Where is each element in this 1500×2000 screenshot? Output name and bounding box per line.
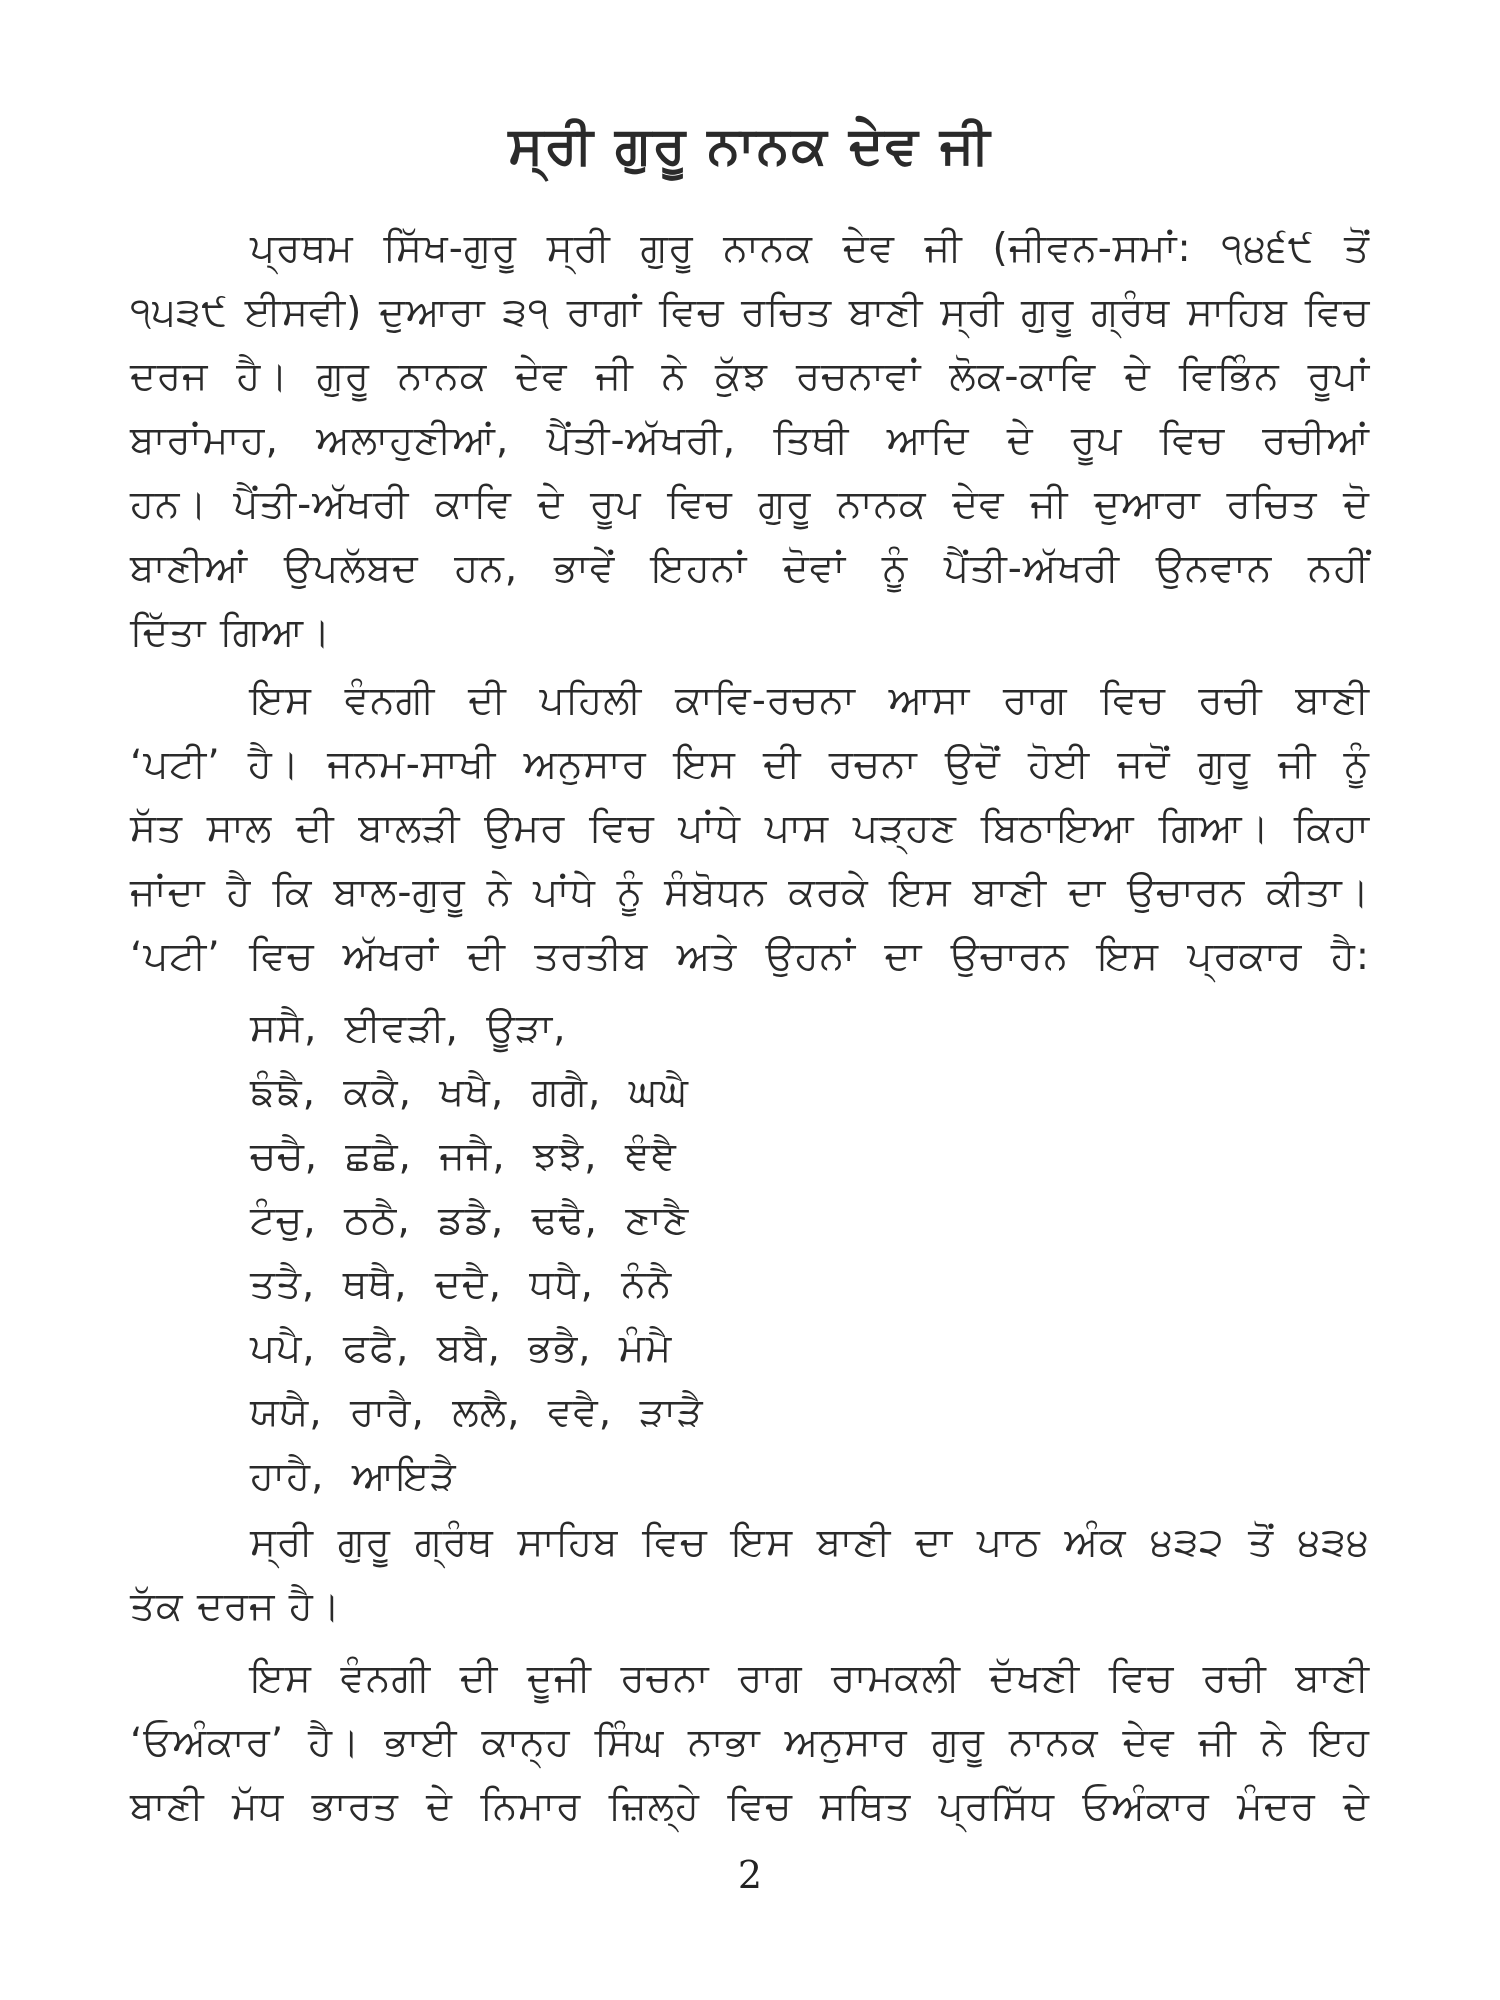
text-line: ਬਾਣੀ ਮੱਧ ਭਾਰਤ ਦੇ ਨਿਮਾਰ ਜ਼ਿਲ੍ਹੇ ਵਿਚ ਸਥਿਤ ਪ੍ਰਸਿੱਧ ਓਅੰਕਾਰ ਮੰਦਰ ਦੇ [130,1784,1370,1829]
text-line: ‘ਪਟੀ’ ਹੈ। ਜਨਮ-ਸਾਖੀ ਅਨੁਸਾਰ ਇਸ ਦੀ ਰਚਨਾ ਉਦੋਂ ਹੋਈ ਜਦੋਂ ਗੁਰੂ ਜੀ ਨੂੰ [130,742,1370,787]
text-line: ਇਸ ਵੰਨਗੀ ਦੀ ਪਹਿਲੀ ਕਾਵਿ-ਰਚਨਾ ਆਸਾ ਰਾਗ ਵਿਚ ਰਚੀ ਬਾਣੀ [250,678,1370,723]
verse-line: ਚਚੈ, ਛਛੈ, ਜਜੈ, ਝਝੈ, ਞੰਞੈ [250,1134,677,1179]
verse-line: ਙੰਙੈ, ਕਕੈ, ਖਖੈ, ਗਗੈ, ਘਘੈ [250,1070,689,1115]
text-line: ਪ੍ਰਥਮ ਸਿੱਖ-ਗੁਰੂ ਸ੍ਰੀ ਗੁਰੂ ਨਾਨਕ ਦੇਵ ਜੀ (ਜੀਵਨ-ਸਮਾਂ: ੧੪੬੯ ਤੋਂ [250,226,1370,271]
text-line: ਬਾਰਾਂਮਾਹ, ਅਲਾਹੁਣੀਆਂ, ਪੈਂਤੀ-ਅੱਖਰੀ, ਤਿਥੀ ਆਦਿ ਦੇ ਰੂਪ ਵਿਚ ਰਚੀਆਂ [130,418,1370,463]
text-line: ਜਾਂਦਾ ਹੈ ਕਿ ਬਾਲ-ਗੁਰੂ ਨੇ ਪਾਂਧੇ ਨੂੰ ਸੰਬੋਧਨ ਕਰਕੇ ਇਸ ਬਾਣੀ ਦਾ ਉਚਾਰਨ ਕੀਤਾ। [130,870,1370,915]
text-line: ਸ੍ਰੀ ਗੁਰੂ ਗ੍ਰੰਥ ਸਾਹਿਬ ਵਿਚ ਇਸ ਬਾਣੀ ਦਾ ਪਾਠ ਅੰਕ ੪੩੨ ਤੋਂ ੪੩੪ [250,1520,1370,1565]
verse-line: ਪਪੈ, ਫਫੈ, ਬਬੈ, ਭਭੈ, ਮੰਮੈ [250,1326,673,1371]
verse-line: ਤਤੈ, ਥਥੈ, ਦਦੈ, ਧਧੈ, ਨੰਨੈ [250,1262,673,1307]
text-line: ‘ਪਟੀ’ ਵਿਚ ਅੱਖਰਾਂ ਦੀ ਤਰਤੀਬ ਅਤੇ ਉਹਨਾਂ ਦਾ ਉਚਾਰਨ ਇਸ ਪ੍ਰਕਾਰ ਹੈ: [130,934,1370,979]
verse-line: ਟੰਚੁ, ਠਠੈ, ਡਡੈ, ਢਢੈ, ਣਾਣੈ [250,1198,690,1243]
page-title: ਸ੍ਰੀ ਗੁਰੂ ਨਾਨਕ ਦੇਵ ਜੀ [508,116,992,176]
verse-line: ਸਸੈ, ਈਵੜੀ, ਊੜਾ, [250,1006,567,1051]
text-line: ਤੱਕ ਦਰਜ ਹੈ। [130,1584,342,1629]
text-line: ਦਿੱਤਾ ਗਿਆ। [130,610,332,655]
text-line: ‘ਓਅੰਕਾਰ’ ਹੈ। ਭਾਈ ਕਾਨ੍ਹ ਸਿੰਘ ਨਾਭਾ ਅਨੁਸਾਰ ਗੁਰੂ ਨਾਨਕ ਦੇਵ ਜੀ ਨੇ ਇਹ [130,1720,1370,1765]
verse-line: ਹਾਹੈ, ਆਇੜੈ [250,1454,457,1499]
text-line: ਦਰਜ ਹੈ। ਗੁਰੂ ਨਾਨਕ ਦੇਵ ਜੀ ਨੇ ਕੁੱਝ ਰਚਨਾਵਾਂ ਲੋਕ-ਕਾਵਿ ਦੇ ਵਿਭਿੰਨ ਰੂਪਾਂ [130,354,1370,399]
text-line: ਸੱਤ ਸਾਲ ਦੀ ਬਾਲੜੀ ਉਮਰ ਵਿਚ ਪਾਂਧੇ ਪਾਸ ਪੜ੍ਹਣ ਬਿਠਾਇਆ ਗਿਆ। ਕਿਹਾ [130,806,1370,851]
verse-line: ਯਯੈ, ਰਾਰੈ, ਲਲੈ, ਵਵੈ, ੜਾੜੈ [250,1390,704,1435]
text-line: ਬਾਣੀਆਂ ਉਪਲੱਬਦ ਹਨ, ਭਾਵੇਂ ਇਹਨਾਂ ਦੋਵਾਂ ਨੂੰ ਪੈਂਤੀ-ਅੱਖਰੀ ਉਨਵਾਨ ਨਹੀਂ [130,546,1370,591]
text-line: ਇਸ ਵੰਨਗੀ ਦੀ ਦੂਜੀ ਰਚਨਾ ਰਾਗ ਰਾਮਕਲੀ ਦੱਖਣੀ ਵਿਚ ਰਚੀ ਬਾਣੀ [250,1656,1370,1701]
text-line: ੧੫੩੯ ਈਸਵੀ) ਦੁਆਰਾ ੩੧ ਰਾਗਾਂ ਵਿਚ ਰਚਿਤ ਬਾਣੀ ਸ੍ਰੀ ਗੁਰੂ ਗ੍ਰੰਥ ਸਾਹਿਬ ਵਿਚ [130,290,1370,335]
text-line: ਹਨ। ਪੈਂਤੀ-ਅੱਖਰੀ ਕਾਵਿ ਦੇ ਰੂਪ ਵਿਚ ਗੁਰੂ ਨਾਨਕ ਦੇਵ ਜੀ ਦੁਆਰਾ ਰਚਿਤ ਦੋ [130,482,1370,527]
page-number: 2 [737,1853,763,1897]
